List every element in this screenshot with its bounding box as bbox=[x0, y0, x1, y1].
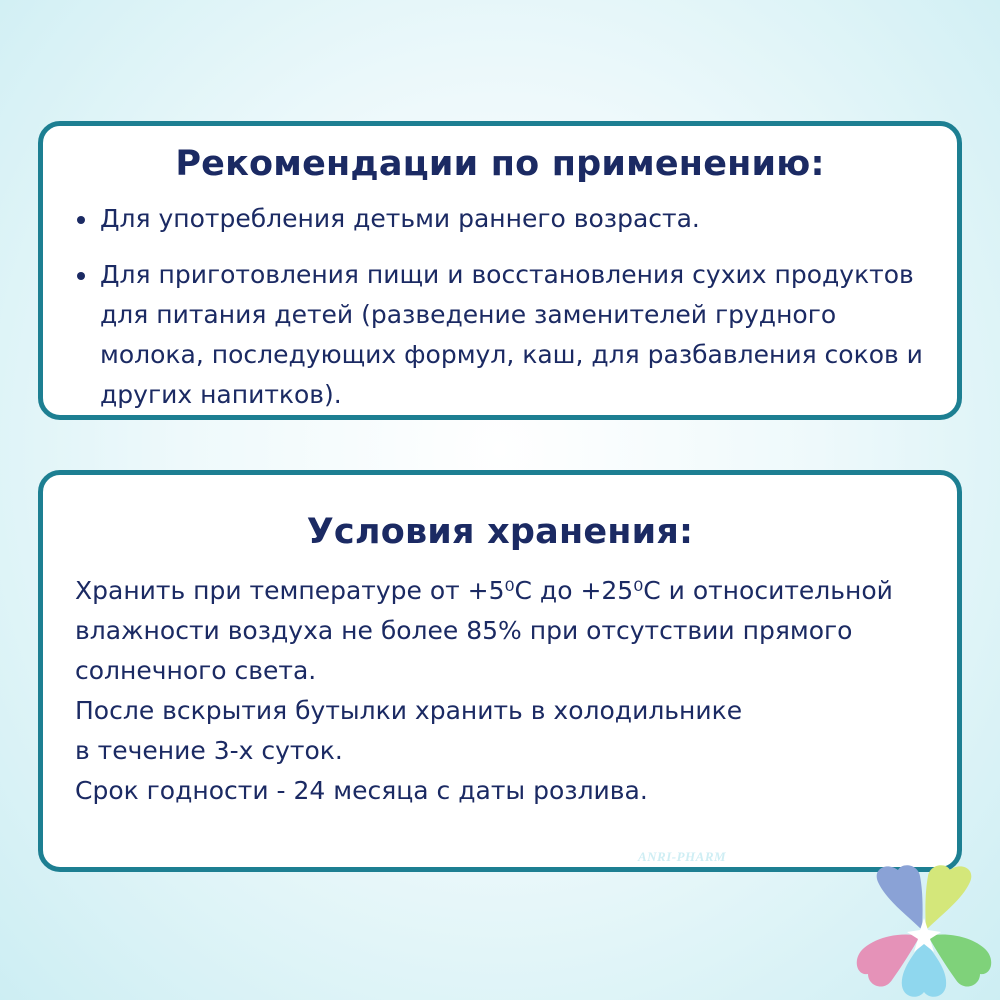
storage-conditions-panel bbox=[38, 470, 962, 872]
list-item bbox=[73, 199, 943, 239]
bullet-icon bbox=[77, 216, 85, 224]
storage-title: Условия хранения: bbox=[306, 512, 694, 552]
heart-petal-yellow bbox=[925, 865, 971, 930]
storage-line: влажности воздуха не более 85% при отсутствии прямого bbox=[75, 616, 853, 645]
usage-title: Рекомендации по применению: bbox=[175, 144, 825, 184]
storage-text bbox=[75, 571, 955, 811]
storage-line: Хранить при температуре от +5⁰С до +25⁰С и относительной bbox=[75, 576, 893, 605]
bullet-icon bbox=[77, 272, 85, 280]
storage-line: После вскрытия бутылки хранить в холодильнике bbox=[75, 696, 743, 725]
usage-list bbox=[73, 199, 943, 415]
list-item-text: Для употребления детьми раннего возраста. bbox=[100, 204, 700, 233]
list-item-text: Для приготовления пищи и восстановления сухих продуктов для питания детей (разведение заменителей грудного молока, последующих формул, каш, для разбавления соков и других напитков). bbox=[100, 260, 923, 409]
watermark: ANRI-PHARM bbox=[638, 849, 727, 864]
storage-line: солнечного света. bbox=[75, 656, 317, 685]
storage-line: в течение 3-х суток. bbox=[75, 736, 343, 765]
heart-petal-blue bbox=[877, 865, 923, 930]
usage-recommendations-panel bbox=[38, 121, 962, 420]
storage-line: Срок годности - 24 месяца с даты розлива. bbox=[75, 776, 648, 805]
four-hearts-clover-icon bbox=[848, 860, 1000, 1000]
list-item bbox=[73, 255, 943, 415]
